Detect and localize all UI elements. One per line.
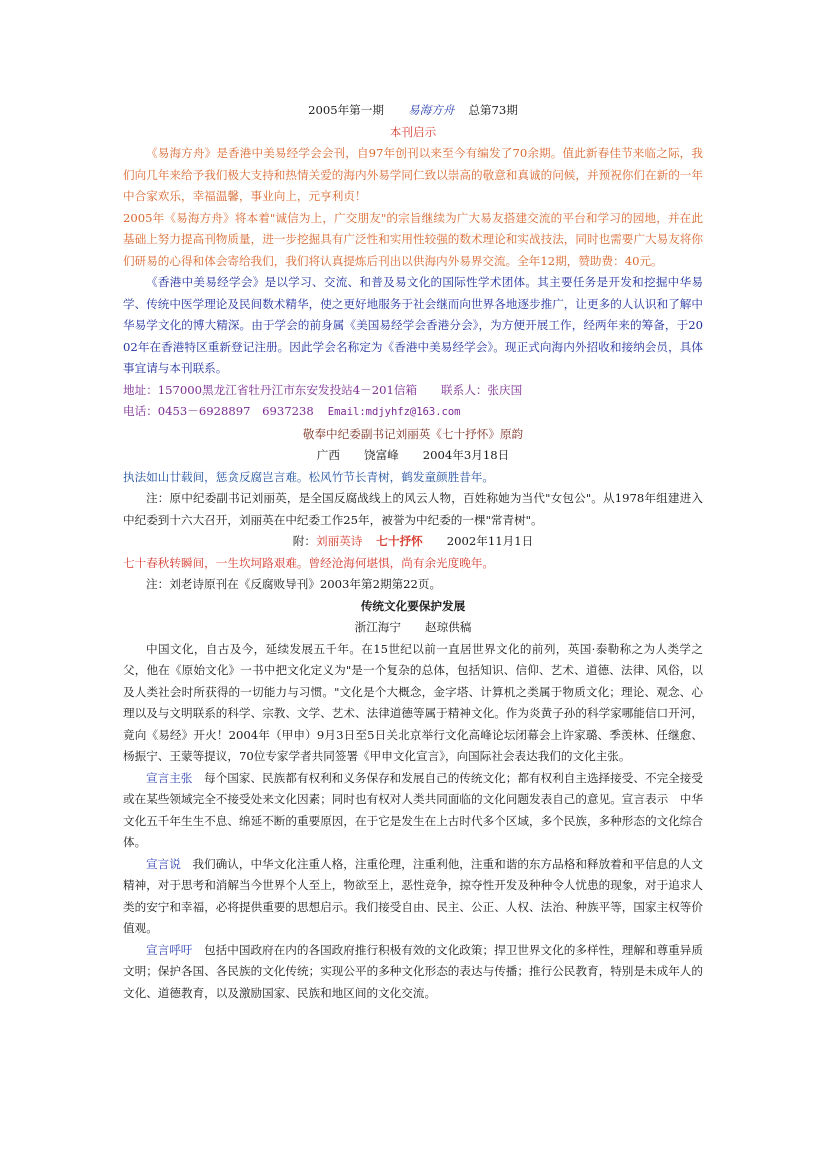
poem1-title: 敬奉中纪委副书记刘丽英《七十抒怀》原韵	[302, 426, 524, 441]
society-introduction: 《香港中美易经学会》是以学习、交流、和普及易文化的国际性学术团体。其主要任务是开发和挖掘中华易学、传统中医学理论及民间数术精华，使之更好地服务于社会继而向世界各地逐步推广，让更多的人认识和了解中华易学文化的博大精深。由于学会的前身属《美国易经学会香港分会》，为方便开展工作，经两年来的筹备，于2002年在香港特区重新登记注册。因此学会名称定为《香港中美易经学会》。现正式向海内外招收和接纳会员，具体事宜请与本刊联系。	[123, 275, 703, 375]
article-title: 传统文化要保护发展	[360, 598, 466, 613]
notice-title: 本刊启示	[389, 124, 437, 139]
declaration-text-3: 包括中国政府在内的各国政府推行积极有效的文化政策；捍卫世界文化的多样性，理解和尊重异质文明；保护各国、各民族的文化传统；实现公平的多种文化形态的表达与传播；推行公民教育，特别是未成年人的文化、道德教育，以及激励国家、民族和地区间的文化交流。	[123, 942, 703, 1000]
issue-header	[123, 100, 703, 122]
declaration-text-1: 每个国家、民族都有权利和义务保存和发展自己的传统文化；都有权利自主选择接受、不完全接受或在某些领域完全不接受处来文化因素；同时也有权对人类共同面临的文化问题发表自己的意见。宣言表示 中华文化五千年生生不息、绵延不断的重要原因，在于它是发生在上古时代多个区域，多个民族，多种形态的文化综合体。	[123, 770, 703, 849]
contact-line	[123, 380, 703, 402]
poem2-verse: 七十春秋转瞬间，一生坎坷路艰难。曾经沧海何堪惧，尚有余光度晚年。	[123, 555, 495, 570]
poem2-byline	[123, 531, 703, 553]
declaration-section-3	[123, 940, 703, 1005]
poem2-date: 2002年11月1日	[446, 534, 534, 548]
poem2-prefix: 附：	[292, 534, 316, 548]
address: 地址：157000黑龙江省牡丹江市东安发投站4－201信箱	[123, 382, 418, 397]
poem1-place: 广西	[316, 448, 340, 462]
declaration-label-1: 宣言主张	[146, 770, 193, 785]
declaration-text-2: 我们确认，中华文化注重人格，注重伦理，注重利他，注重和谐的东方品格和释放着和平信息的人文精神，对于思考和消解当今世界个人至上，物欲至上，恶性竞争，掠夺性开发及种种令人忧患的现象，对于追求人类的安宁和幸福，必将提供重要的思想启示。我们接受自由、民主、公正、人权、法治、种族平等，国家主权等价值观。	[123, 856, 703, 935]
contact-person: 联系人：张庆国	[441, 382, 523, 397]
poem2-title: 七十抒怀	[376, 534, 423, 548]
article-author: 赵琼供稿	[425, 620, 472, 634]
poem1-date: 2004年3月18日	[422, 448, 510, 462]
poem1-note: 注：原中纪委副书记刘丽英，是全国反腐战线上的风云人物，百姓称她为当代"女包公"。从1978年组建进入中纪委到十六大召开，刘丽英在中纪委工作25年，被誉为中纪委的一棵"常青树"。	[123, 491, 703, 527]
notice-paragraph-1: 《易海方舟》是香港中美易经学会会刊，自97年创刊以来至今有编发了70余期。值此新春佳节来临之际，我们向几年来给予我们极大支持和热情关爱的海内外易学同仁致以崇高的敬意和真诚的问候，并预祝你们在新的一年中合家欢乐，幸福温馨，事业向上，元亨利贞！	[123, 146, 703, 203]
document-page	[123, 100, 703, 1004]
declaration-label-3: 宣言呼吁	[146, 942, 193, 957]
email: Email:mdjyhfz@163.com	[327, 406, 461, 418]
poem2-author: 刘丽英诗	[316, 534, 363, 548]
issue-label: 2005年第一期	[308, 103, 384, 117]
poem1-author: 饶富峰	[363, 448, 399, 462]
poem2-note: 注：刘老诗原刊在《反腐败导刊》2003年第2期第22页。	[146, 577, 442, 591]
declaration-section-1	[123, 768, 703, 854]
phone-line	[123, 401, 703, 424]
declaration-section-2	[123, 854, 703, 940]
phone: 电话：0453－6928897 6937238	[123, 404, 314, 418]
total-issue: 总第73期	[468, 103, 518, 117]
poem1-byline	[123, 445, 703, 467]
poem1-verse: 执法如山廿载间，惩贪反腐岂言难。松风竹节长青树，鹤发童颜胜昔年。	[123, 469, 495, 484]
article-paragraph-1: 中国文化，自古及今，延续发展五千年。在15世纪以前一直居世界文化的前列，英国·泰勒称之为人类学之父，他在《原始文化》一书中把文化定义为"是一个复杂的总体，包括知识、信仰、艺术、道德、法律、风俗，以及人类社会时所获得的一切能力与习惯。"文化是个大概念，金字塔、计算机之类属于物质文化；理论、观念、心理以及与文明联系的科学、宗教、文学、艺术、法律道德等属于精神文化。作为炎黄子孙的科学家哪能信口开河，竟向《易经》开火！2004年（甲申）9月3日至5日关北京举行文化高峰论坛闭幕会上许家璐、季羡林、任继愈、杨振宁、王蒙等提议，70位专家学者共同签署《甲申文化宣言》，向国际社会表达我们的文化主张。	[123, 641, 703, 763]
declaration-label-2: 宣言说	[146, 856, 181, 871]
article-byline	[123, 617, 703, 639]
journal-name: 易海方舟	[407, 103, 455, 117]
article-place: 浙江海宁	[354, 620, 401, 634]
notice-paragraph-2: 2005年《易海方舟》将本着"诚信为上，广交朋友"的宗旨继续为广大易友搭建交流的平台和学习的园地，并在此基础上努力提高刊物质量，进一步挖掘具有广泛性和实用性较强的数术理论和实战技法，同时也需要广大易友将你们研易的心得和体会寄给我们，我们将认真提炼后刊出以供海内外易界交流。全年12期，赞助费：40元。	[123, 210, 703, 268]
